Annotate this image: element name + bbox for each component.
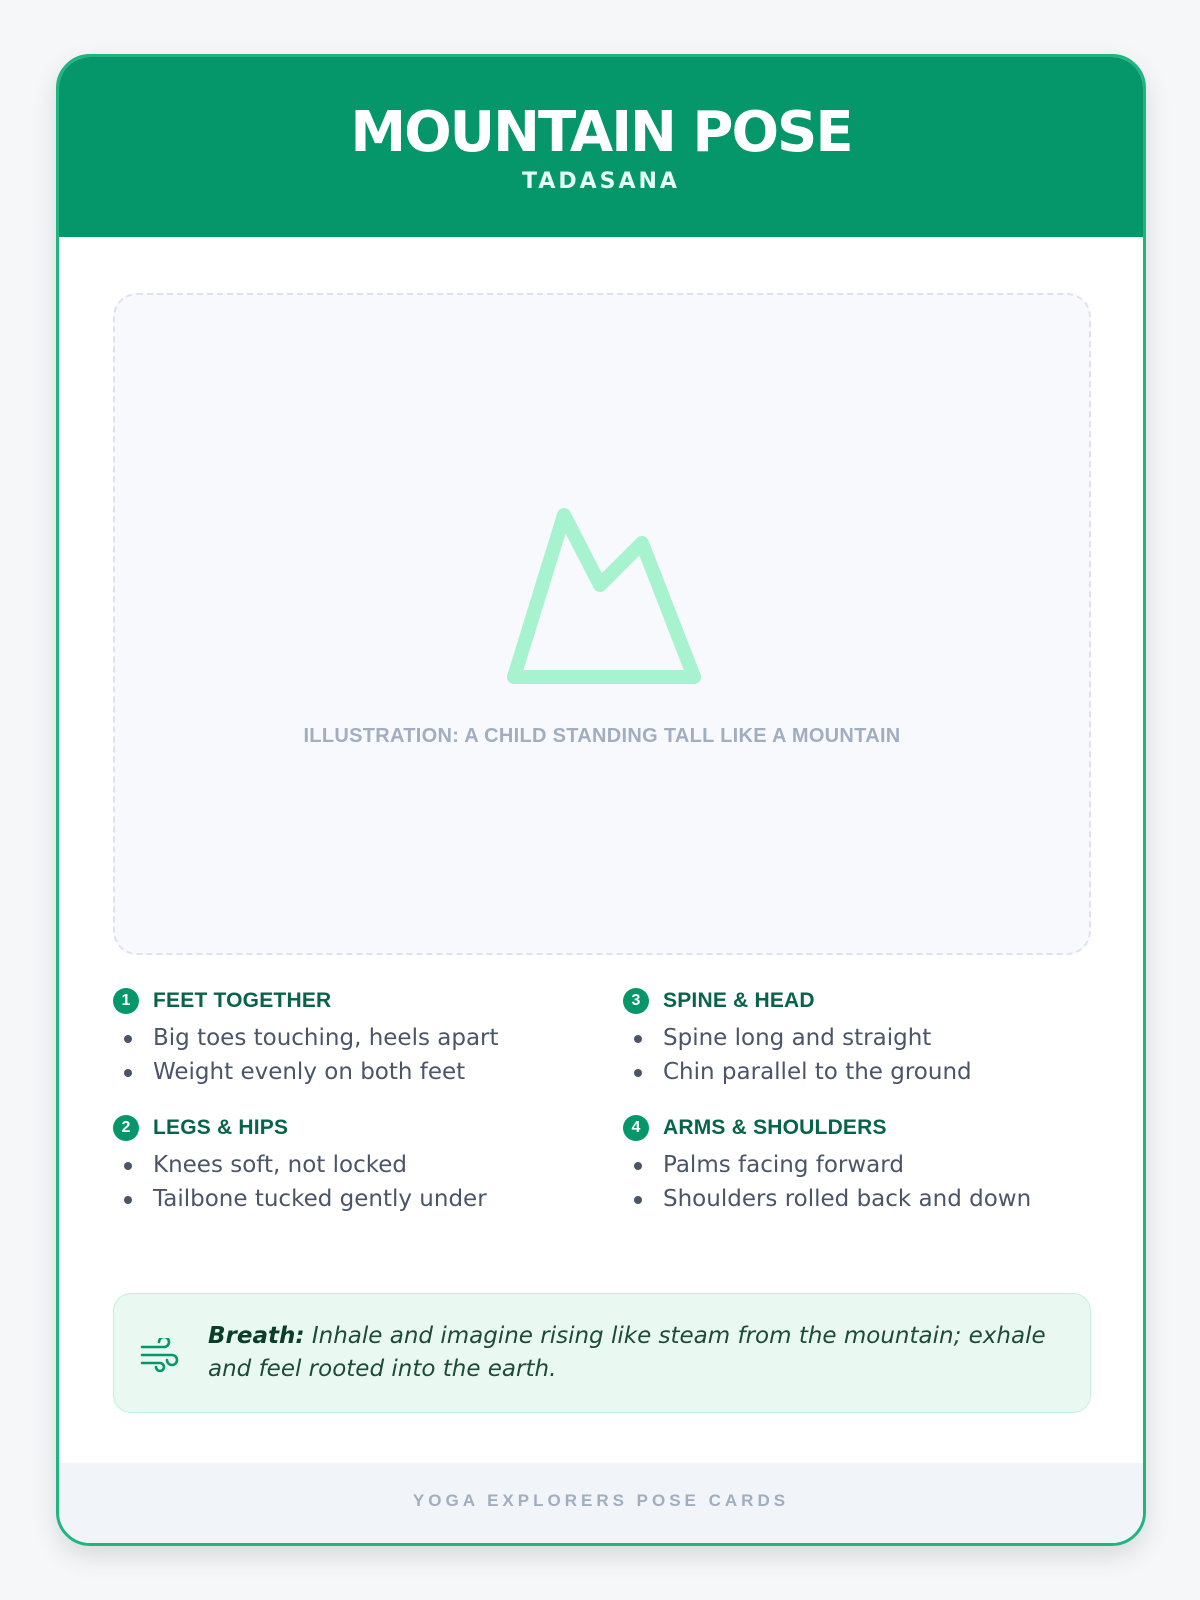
bullet-icon bbox=[124, 1069, 132, 1077]
step-legs-hips bbox=[113, 1114, 573, 1216]
list-item bbox=[623, 1055, 1083, 1089]
mountain-icon bbox=[504, 503, 704, 685]
step-feet-together bbox=[113, 987, 573, 1089]
bullet-text: Tailbone tucked gently under bbox=[153, 1186, 487, 1212]
step-arms-shoulders bbox=[623, 1114, 1083, 1216]
list-item bbox=[623, 1148, 1083, 1182]
illustration-caption: ILLUSTRATION: A CHILD STANDING TALL LIKE A MOUNTAIN bbox=[303, 725, 901, 747]
illustration-placeholder bbox=[113, 293, 1091, 955]
breath-text bbox=[208, 1320, 1058, 1386]
bullet-text: Shoulders rolled back and down bbox=[663, 1186, 1032, 1212]
bullet-icon bbox=[634, 1035, 642, 1043]
pose-sanskrit-name: TADASANA bbox=[522, 169, 680, 194]
pose-title: MOUNTAIN POSE bbox=[350, 100, 852, 165]
bullet-text: Chin parallel to the ground bbox=[663, 1059, 972, 1085]
bullet-text: Palms facing forward bbox=[663, 1152, 904, 1178]
bullet-icon bbox=[124, 1035, 132, 1043]
list-item bbox=[113, 1021, 573, 1055]
step-title: LEGS & HIPS bbox=[153, 1116, 289, 1139]
bullet-icon bbox=[634, 1069, 642, 1077]
step-number-badge: 4 bbox=[623, 1115, 649, 1141]
step-title: ARMS & SHOULDERS bbox=[663, 1116, 887, 1139]
bullet-text: Weight evenly on both feet bbox=[153, 1059, 466, 1085]
bullet-text: Knees soft, not locked bbox=[153, 1152, 407, 1178]
step-title: FEET TOGETHER bbox=[153, 989, 332, 1012]
list-item bbox=[623, 1182, 1083, 1216]
step-number-badge: 3 bbox=[623, 988, 649, 1014]
step-number-badge: 2 bbox=[113, 1115, 139, 1141]
bullet-text: Spine long and straight bbox=[663, 1025, 932, 1051]
bullet-icon bbox=[634, 1196, 642, 1204]
breath-label: Breath: bbox=[208, 1323, 305, 1349]
step-spine-head bbox=[623, 987, 1083, 1089]
card-footer bbox=[59, 1463, 1143, 1543]
footer-text: YOGA EXPLORERS POSE CARDS bbox=[412, 1491, 790, 1510]
list-item bbox=[113, 1055, 573, 1089]
wind-icon bbox=[140, 1338, 180, 1372]
card-header bbox=[59, 57, 1143, 237]
bullet-icon bbox=[124, 1196, 132, 1204]
bullet-icon bbox=[124, 1162, 132, 1170]
bullet-icon bbox=[634, 1162, 642, 1170]
list-item bbox=[623, 1021, 1083, 1055]
breath-instruction: Inhale and imagine rising like steam from the mountain; exhale and feel rooted into the earth. bbox=[208, 1323, 1046, 1382]
list-item bbox=[113, 1148, 573, 1182]
step-title: SPINE & HEAD bbox=[663, 989, 815, 1012]
breath-callout bbox=[113, 1293, 1091, 1413]
bullet-text: Big toes touching, heels apart bbox=[153, 1025, 499, 1051]
list-item bbox=[113, 1182, 573, 1216]
pose-card bbox=[56, 54, 1146, 1546]
step-number-badge: 1 bbox=[113, 988, 139, 1014]
